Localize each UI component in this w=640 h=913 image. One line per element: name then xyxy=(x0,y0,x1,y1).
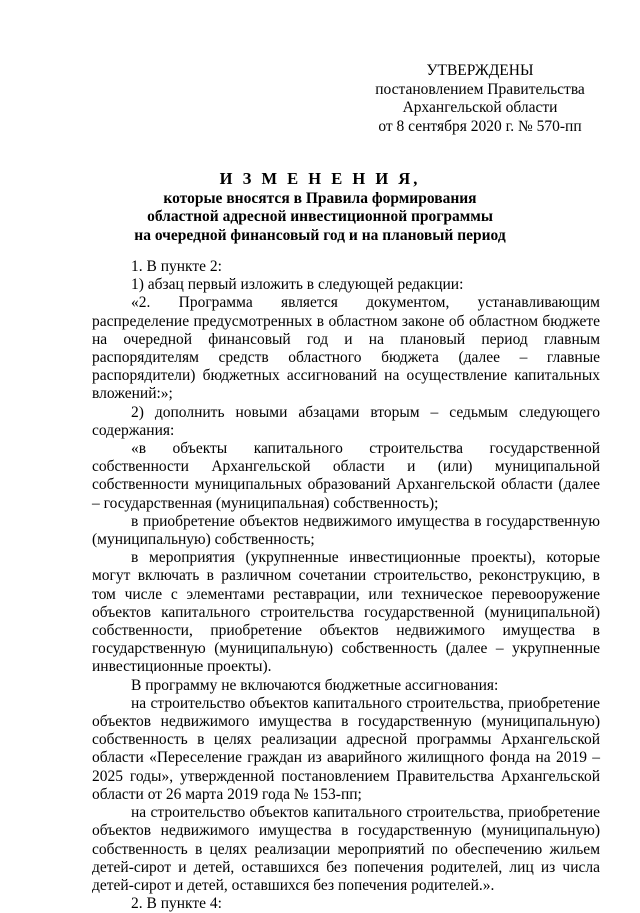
approval-region: Архангельской области xyxy=(402,99,558,116)
paragraph-new-wording: «2. Программа является документом, устанавливающим распределение предусмотренных в областном законе об областном бюджете на очередной финансовый год и на плановый период главным распорядителям средств областного бюджета (далее – главные распорядители) бюджетных ассигнований на осуществление капитальных вложений:»; xyxy=(92,294,600,403)
document-subtitle-line-1: которые вносятся в Правила формирования xyxy=(163,189,477,207)
paragraph-investment-projects: в мероприятия (укрупненные инвестиционные проекты), которые могут включать в различном сочетании строительство, реконструкцию, в том числе с элементами реставрации, или техническое перевооружение объектов капитального строительства государственной (муниципальной) собственности, приобретение объектов недвижимого имущества в государственную (муниципальную) собственность (далее – укрупненные инвестиционные проекты). xyxy=(92,549,600,676)
paragraph-subitem-2: 2) дополнить новыми абзацами вторым – седьмым следующего содержания: xyxy=(92,403,600,439)
paragraph-item-2: 2. В пункте 4: xyxy=(131,895,222,913)
paragraph-real-estate: в приобретение объектов недвижимого имущества в государственную (муниципальную) собственность; xyxy=(92,512,600,549)
document-subtitle-line-2: областной адресной инвестиционной программы xyxy=(147,208,493,225)
paragraph-capital-objects: «в объекты капитального строительства государственной собственности Архангельской области и (или) муниципальной собственности муниципальных образований Архангельской области (далее – государственная (муниципальная) собственность); xyxy=(92,440,600,512)
paragraph-subitem-1: 1) абзац первый изложить в следующей редакции: xyxy=(131,276,464,294)
approval-issuer: постановлением Правительства xyxy=(375,80,585,98)
document-body xyxy=(92,258,600,913)
approval-block xyxy=(360,62,600,136)
document-subtitle-line-3: на очередной финансовый год и на плановый период xyxy=(134,226,506,244)
paragraph-exclusions: В программу не включаются бюджетные ассигнования: xyxy=(131,676,499,694)
paragraph-resettlement: на строительство объектов капитального строительства, приобретение объектов недвижимого имущества в государственную (муниципальную) собственность в целях реализации адресной программы Архангельской области «Переселение граждан из аварийного жилищного фонда на 2019 – 2025 годы», утвержденной постановлением Правительства Архангельской области от 26 марта 2019 года № 153-пп; xyxy=(92,694,600,803)
approval-date: от 8 сентября 2020 г. № 570-пп xyxy=(378,117,582,135)
document-heading xyxy=(60,170,580,245)
approval-stamp-title: УТВЕРЖДЕНЫ xyxy=(426,62,534,79)
paragraph-item-1: 1. В пункте 2: xyxy=(131,258,222,275)
paragraph-orphans-housing: на строительство объектов капитального строительства, приобретение объектов недвижимого имущества в государственную (муниципальную) собственность в целях реализации мероприятий по обеспечению жильем детей-сирот и детей, оставшихся без попечения родителей, лиц из числа детей-сирот и детей, оставшихся без попечения родителей.». xyxy=(92,804,600,894)
document-title: И З М Е Н Е Н И Я, xyxy=(219,169,421,188)
